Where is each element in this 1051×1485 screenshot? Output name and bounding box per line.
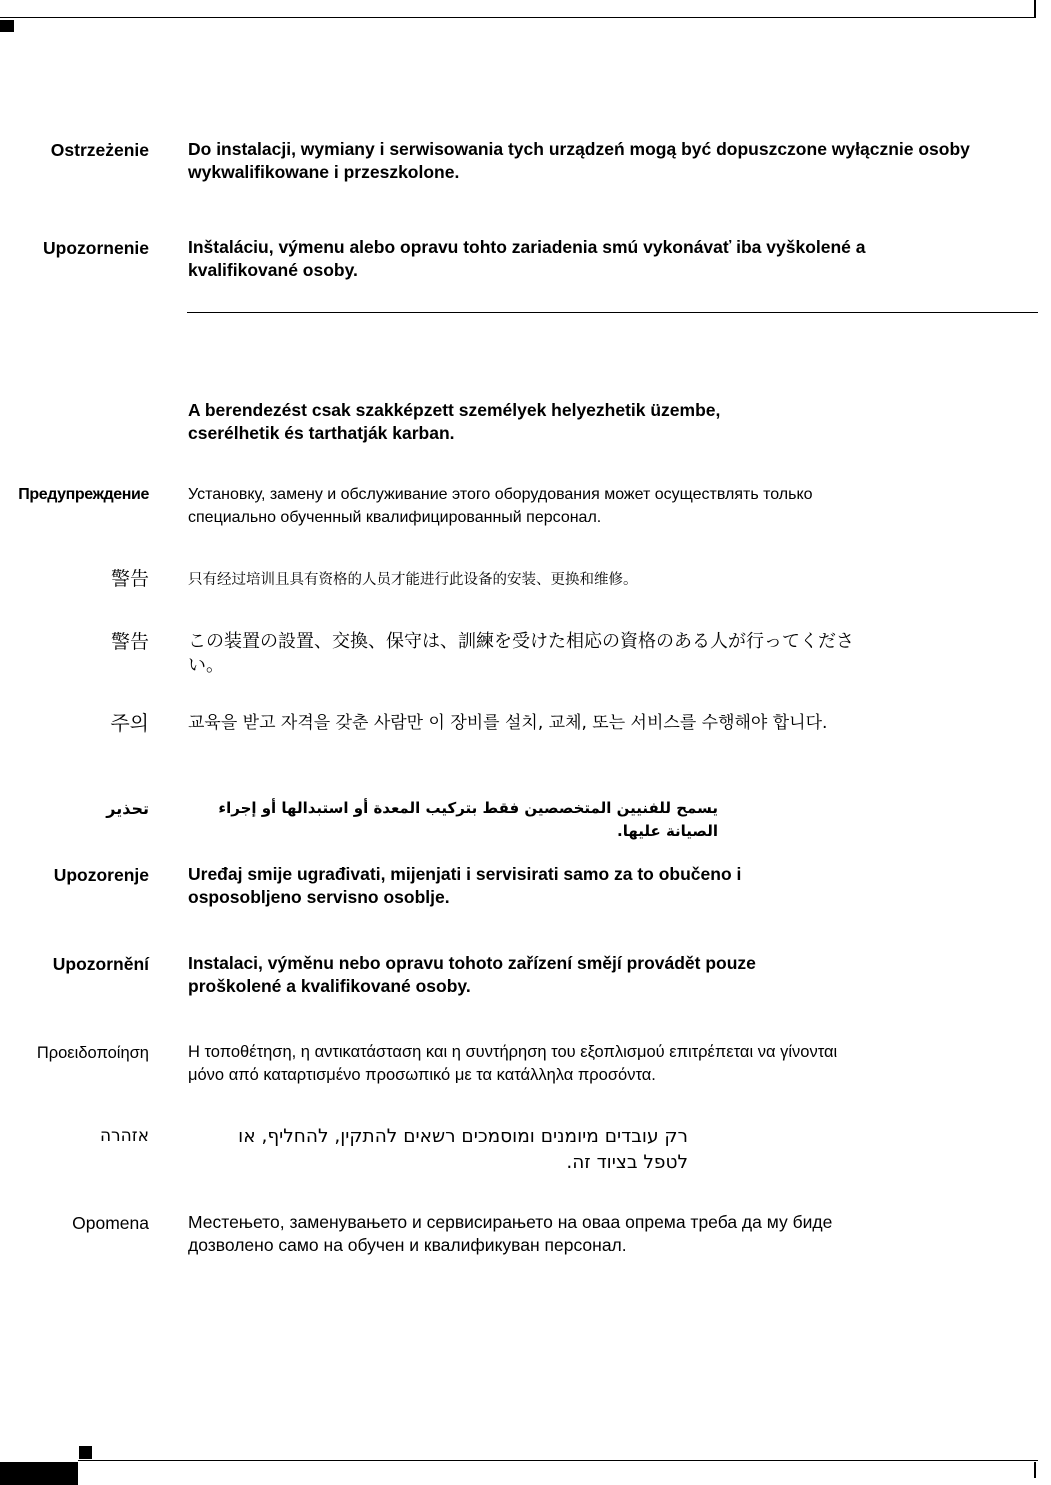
warning-text: A berendezést csak szakképzett személyek helyezhetik üzembe, cserélhetik és tarthatják karban. [188, 400, 721, 443]
warning-text: רק עובדים מיומנים ומוסמכים רשאים להתקין, להחליף, או לטפל בציוד זה. [238, 1126, 688, 1173]
warning-text: Inštaláciu, výmenu alebo opravu tohto zariadenia smú vykonávať iba vyškolené a kvalifikované osoby. [188, 237, 866, 280]
warning-text: Uređaj smije ugrađivati, mijenjati i servisirati samo za to obučeno i osposobljeno servisno osoblje. [188, 864, 742, 907]
warning-label: تحذير [106, 799, 149, 818]
warning-text: Η τοποθέτηση, η αντικατάσταση και η συντήρηση του εξοπλισμού επιτρέπεται να γίνονται μόνο από καταρτισμένο προσωπικό με τα κατάλληλα προσόντα. [188, 1043, 838, 1084]
footer-rule [78, 1460, 1038, 1461]
warning-label: אזהרה [99, 1126, 149, 1146]
warning-label: Upozornění [52, 954, 149, 974]
warning-text: Do instalacji, wymiany i serwisowania tych urządzeń mogą być dopuszczone wyłącznie osoby wykwalifikowane i przeszkolone. [188, 139, 970, 182]
warning-label: Upozorenje [53, 865, 149, 885]
warning-text: この装置の設置、交換、保守は、訓練を受けた相応の資格のある人が行ってください。 [188, 631, 854, 676]
footer-tab-block [0, 1462, 78, 1485]
warning-label: 警告 [110, 568, 149, 590]
warning-text: 교육을 받고 자격을 갖춘 사람만 이 장비를 설치, 교체, 또는 서비스를 수행해야 합니다. [188, 713, 828, 733]
warning-label: 주의 [110, 711, 149, 735]
warning-label: Upozornenie [43, 238, 149, 258]
section-divider [187, 312, 1038, 313]
footer-corner-tick [1034, 1462, 1036, 1478]
warning-text: Установку, замену и обслуживание этого оборудования может осуществлять только специально обученный квалифицированный персонал. [188, 486, 813, 526]
warning-text: Instalaci, výměnu nebo opravu tohoto zařízení smějí provádět pouze proškolené a kvalifikované osoby. [188, 953, 756, 996]
warning-label: Προειδοποίηση [36, 1044, 149, 1062]
header-corner-marker [0, 20, 14, 32]
warning-text: 只有经过培训且具有资格的人员才能进行此设备的安装、更换和维修。 [188, 572, 638, 588]
warning-text: يسمح للفنيين المتخصصين فقط بتركيب المعدة أو استبدالها أو إجراء الصيانة عليها. [218, 799, 718, 840]
footer-marker [79, 1446, 92, 1459]
warning-label: 警告 [110, 631, 149, 653]
header-rule [0, 17, 1036, 18]
warning-label: Предупреждение [18, 486, 149, 503]
warning-label: Opomena [72, 1213, 149, 1233]
warning-text: Местењето, заменувањето и сервисирањето на оваа опрема треба да му биде дозволено само на обучен и квалификуван персонал. [188, 1212, 833, 1255]
warning-label: Ostrzeżenie [50, 140, 149, 160]
header-corner-tick [1034, 0, 1036, 18]
